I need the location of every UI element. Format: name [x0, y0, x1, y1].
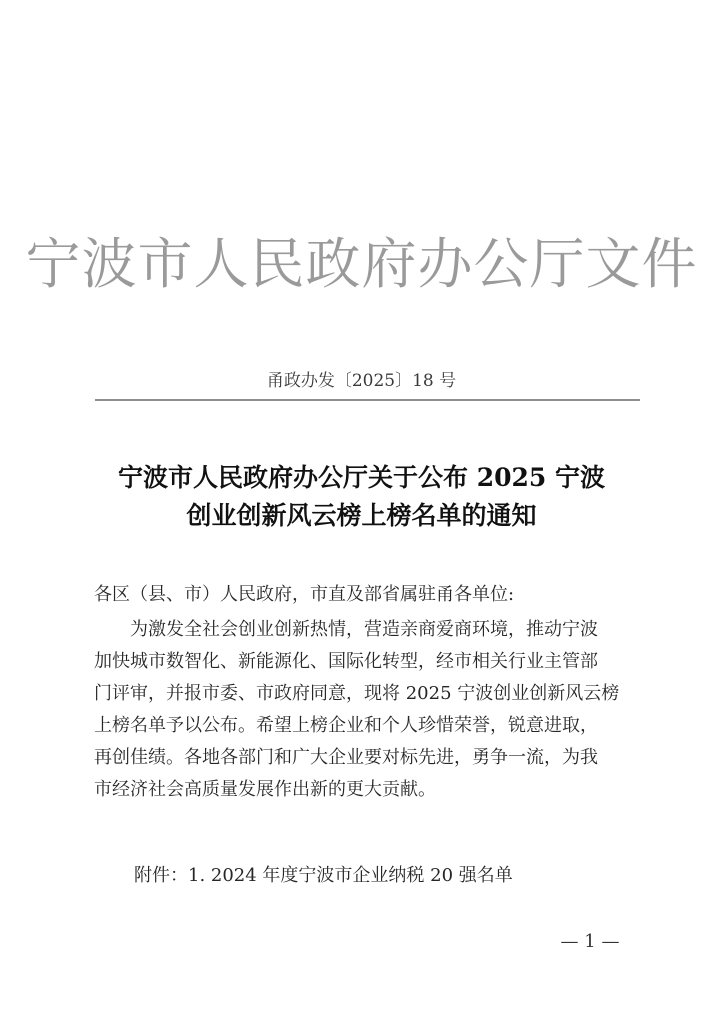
body-line: 再创佳绩。各地各部门和广大企业要对标先进，勇争一流，为我 [94, 747, 598, 768]
attachment-line: 附件：1. 2024 年度宁波市企业纳税 20 强名单 [134, 865, 513, 886]
body-paragraph [94, 614, 654, 806]
title-line-2: 创业创新风云榜上榜名单的通知 [186, 501, 537, 530]
body-line: 上榜名单予以公布。希望上榜企业和个人珍惜荣誉，锐意进取， [94, 715, 598, 736]
issuer-header: 宁波市人民政府办公厅文件 [25, 232, 698, 296]
body-line: 为激发全社会创业创新热情，营造亲商爱商环境，推动宁波 [94, 619, 598, 640]
page-number: — 1 — [560, 931, 620, 952]
title-line-1: 宁波市人民政府办公厅关于公布 2025 宁波 [118, 463, 605, 492]
header-divider [95, 399, 640, 401]
document-title [60, 459, 663, 535]
body-line: 市经济社会高质量发展作出新的更大贡献。 [94, 779, 436, 800]
salutation: 各区（县、市）人民政府，市直及部省属驻甬各单位: [94, 584, 515, 605]
document-number: 甬政办发〔2025〕18 号 [266, 371, 457, 391]
body-line: 加快城市数智化、新能源化、国际化转型，经市相关行业主管部 [94, 651, 598, 672]
body-line: 门评审，并报市委、市政府同意，现将 2025 宁波创业创新风云榜 [94, 683, 620, 704]
